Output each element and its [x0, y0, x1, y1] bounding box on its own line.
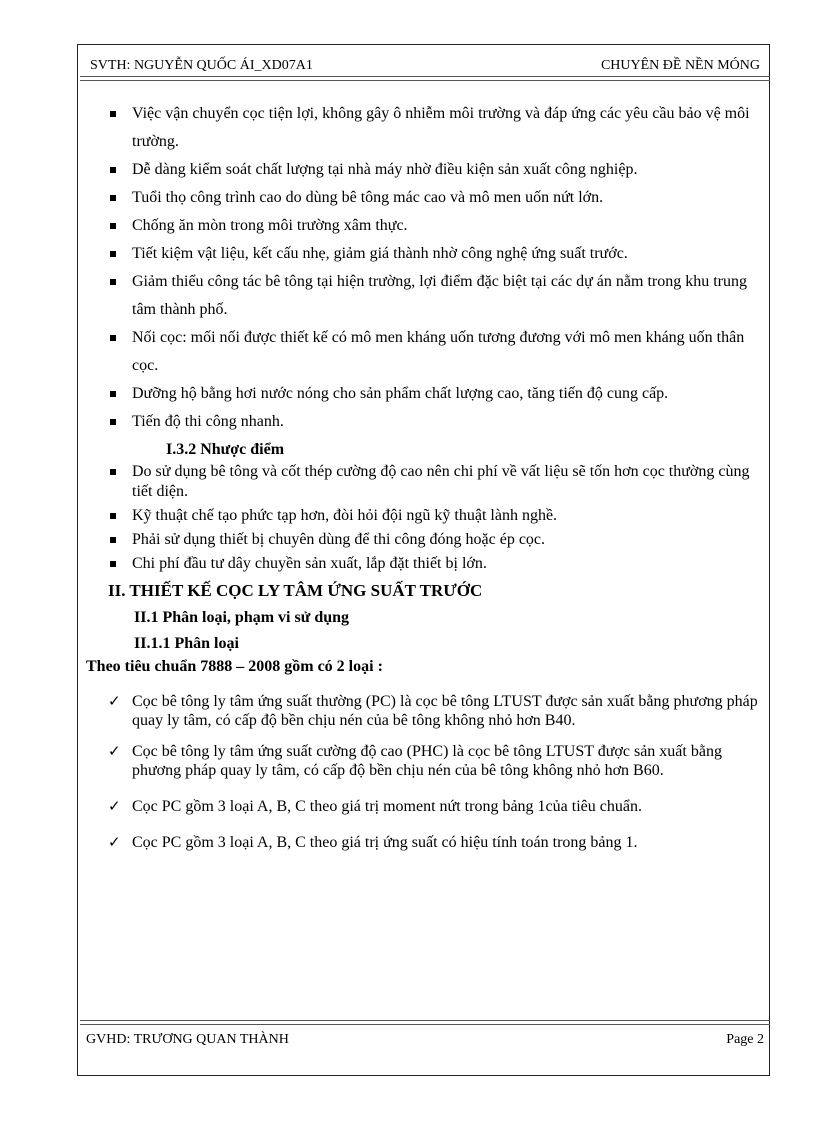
section-heading: II. THIẾT KẾ CỌC LY TÂM ỨNG SUẤT TRƯỚC: [108, 581, 483, 600]
bullet-icon: [110, 195, 116, 201]
subsubsection-heading: II.1.1 Phân loại: [134, 635, 239, 652]
footer-rule: [80, 1020, 770, 1025]
disadvantages-heading: I.3.2 Nhược điểm: [166, 441, 285, 458]
list-item: Dễ dàng kiểm soát chất lượng tại nhà máy nhờ điều kiện sản xuất công nghiệp.: [80, 156, 768, 184]
page-body: [80, 100, 768, 852]
checkmark-icon: ✓: [108, 692, 121, 710]
bullet-icon: [110, 111, 116, 117]
bullet-icon: [110, 537, 116, 543]
page-number: Page 2: [726, 1032, 764, 1047]
bullet-icon: [110, 167, 116, 173]
list-item: Nối cọc: mối nối được thiết kế có mô men kháng uốn tương đương với mô men kháng uốn thân cọc.: [80, 324, 768, 380]
subsection-heading: II.1 Phân loại, phạm vi sử dụng: [134, 609, 350, 626]
header-student: SVTH: NGUYỄN QUỐC ÁI_XD07A1: [90, 58, 313, 73]
footer-advisor: GVHD: TRƯƠNG QUAN THÀNH: [86, 1032, 289, 1047]
list-item: Việc vận chuyển cọc tiện lợi, không gây ô nhiễm môi trường và đáp ứng các yêu cầu bảo vệ môi trường.: [80, 100, 768, 156]
advantages-list: [80, 100, 768, 436]
checkmark-icon: ✓: [108, 742, 121, 760]
checkmark-icon: ✓: [108, 797, 121, 815]
pile-types-list: [80, 692, 768, 852]
list-item: Tuổi thọ công trình cao do dùng bê tông mác cao và mô men uốn nứt lớn.: [80, 184, 768, 212]
list-item: Kỹ thuật chế tạo phức tạp hơn, đòi hỏi đội ngũ kỹ thuật lành nghề.: [80, 506, 768, 526]
page-header: [90, 52, 760, 74]
bullet-icon: [110, 335, 116, 341]
list-item: Tiết kiệm vật liệu, kết cấu nhẹ, giảm giá thành nhờ công nghệ ứng suất trước.: [80, 240, 768, 268]
bullet-icon: [110, 391, 116, 397]
bullet-icon: [110, 279, 116, 285]
disadvantages-list: [80, 462, 768, 574]
list-item: ✓ Cọc PC gồm 3 loại A, B, C theo giá trị moment nứt trong bảng 1của tiêu chuẩn.: [108, 797, 642, 815]
list-item: Giảm thiểu công tác bê tông tại hiện trường, lợi điểm đặc biệt tại các dự án nằm trong khu trung tâm thành phố.: [80, 268, 768, 324]
list-item: ✓ Cọc bê tông ly tâm ứng suất thường (PC) là cọc bê tông LTUST được sản xuất bằng phương pháp quay ly tâm, có cấp độ bền chịu nén của bê tông không nhỏ hơn B40.: [108, 692, 758, 729]
bullet-icon: [110, 469, 116, 475]
bullet-icon: [110, 513, 116, 519]
list-item: Chi phí đầu tư dây chuyền sản xuất, lắp đặt thiết bị lớn.: [80, 554, 768, 574]
list-item: Do sử dụng bê tông và cốt thép cường độ cao nên chi phí về vất liệu sẽ tốn hơn cọc thường cùng tiết diện.: [80, 462, 768, 502]
bullet-icon: [110, 251, 116, 257]
page-footer: [86, 1032, 764, 1048]
list-item: Dưỡng hộ bằng hơi nước nóng cho sản phẩm chất lượng cao, tăng tiến độ cung cấp.: [80, 380, 768, 408]
list-item: Tiến độ thi công nhanh.: [80, 408, 768, 436]
list-item: ✓ Cọc bê tông ly tâm ứng suất cường độ cao (PHC) là cọc bê tông LTUST được sản xuất bằng phương pháp quay ly tâm, có cấp độ bền chịu nén của bê tông không nhỏ hơn B60.: [108, 742, 722, 779]
header-topic: CHUYÊN ĐỀ NỀN MÓNG: [600, 58, 760, 73]
list-item: Phải sử dụng thiết bị chuyên dùng để thi công đóng hoặc ép cọc.: [80, 530, 768, 550]
bullet-icon: [110, 419, 116, 425]
bullet-icon: [110, 223, 116, 229]
standard-intro: Theo tiêu chuẩn 7888 – 2008 gồm có 2 loại :: [86, 658, 383, 675]
checkmark-icon: ✓: [108, 833, 121, 851]
bullet-icon: [110, 561, 116, 567]
header-rule: [80, 76, 770, 81]
list-item: Chống ăn mòn trong môi trường xâm thực.: [80, 212, 768, 240]
list-item: ✓ Cọc PC gồm 3 loại A, B, C theo giá trị ứng suất có hiệu tính toán trong bảng 1.: [108, 833, 638, 851]
